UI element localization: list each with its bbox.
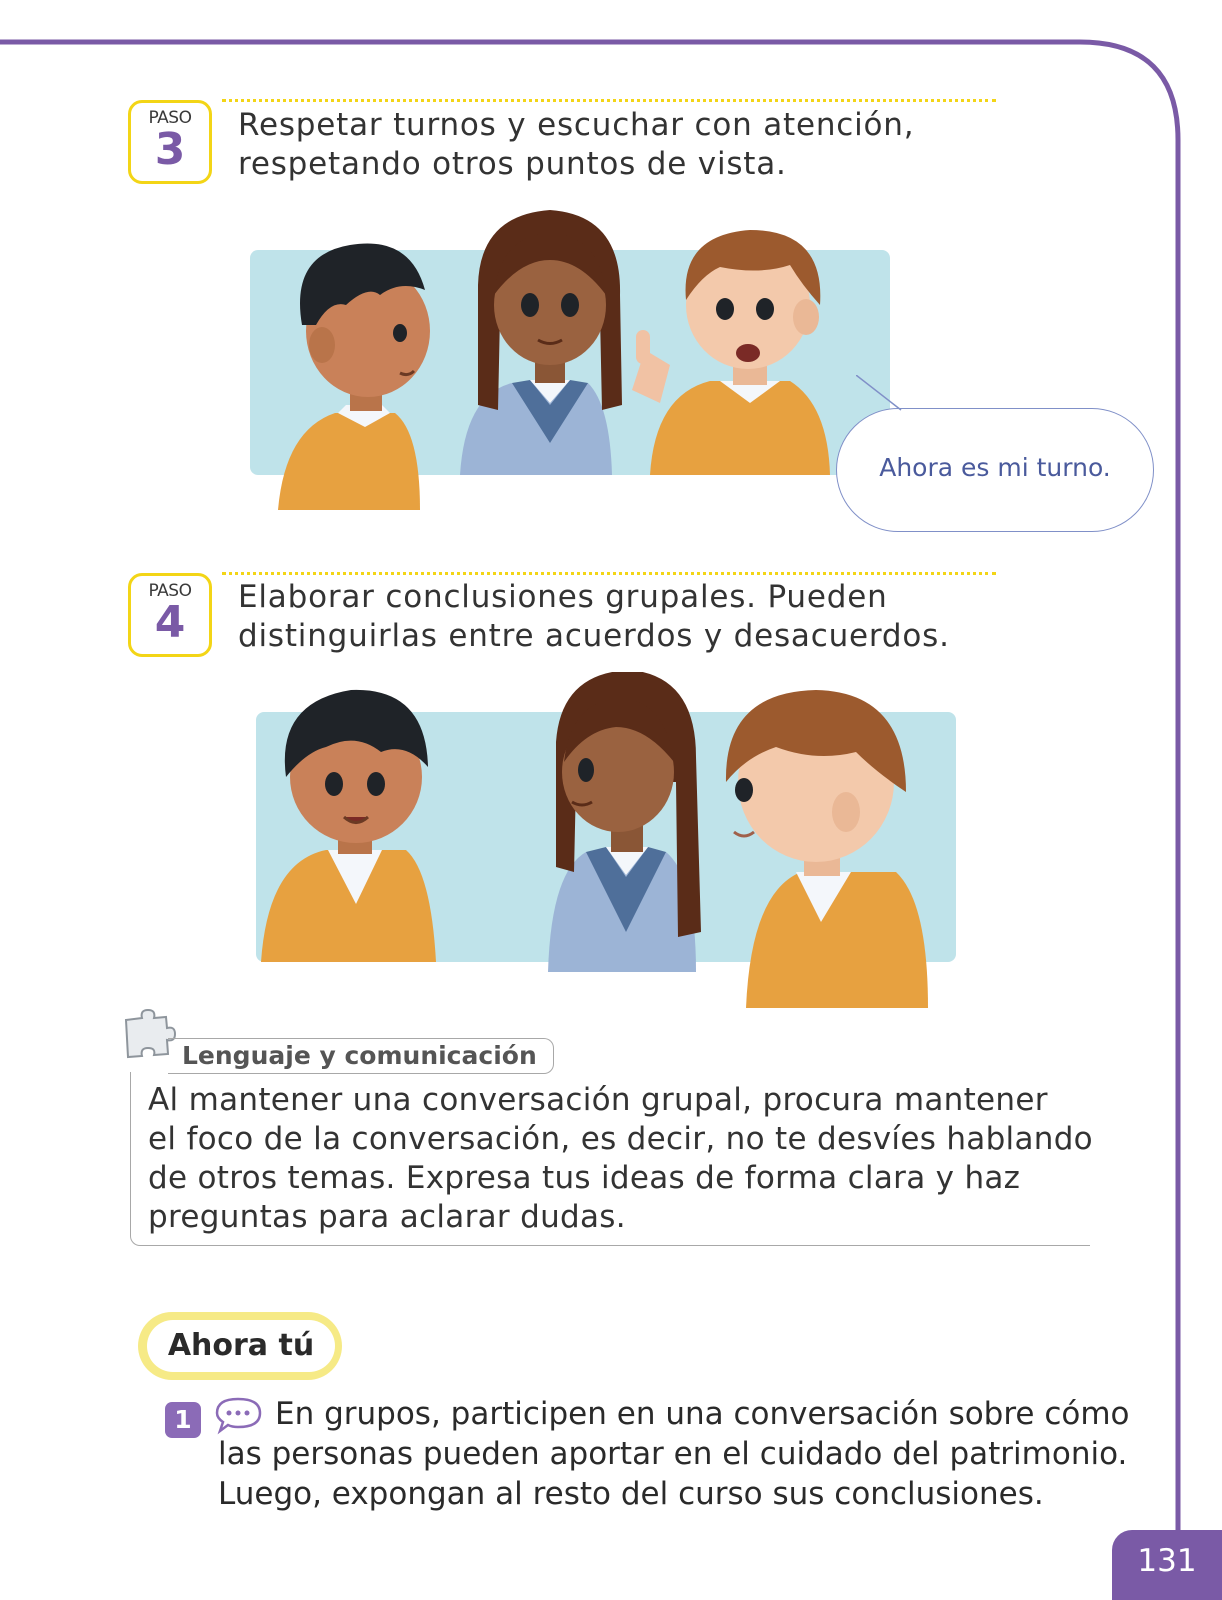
info-line-4: preguntas para aclarar dudas. (148, 1199, 626, 1235)
activity-line-3: Luego, expongan al resto del curso sus conclusiones. (218, 1476, 1044, 1512)
activity-line-1: En grupos, participen en una conversación sobre cómo (275, 1396, 1130, 1432)
speech-bubble-text: Ahora es mi turno. (879, 453, 1111, 482)
step-3-text (238, 106, 914, 184)
info-box-header (168, 1038, 554, 1074)
step-4-divider (222, 572, 996, 575)
activity-number: 1 (165, 1402, 201, 1438)
info-line-1: Al mantener una conversación grupal, procura mantener (148, 1082, 1048, 1118)
section-title-text: Ahora tú (167, 1328, 315, 1363)
step-3-label: PASO (148, 108, 192, 128)
speech-bubble-icon (214, 1396, 264, 1436)
step-4-illustration (256, 672, 956, 1008)
step-3-illustration (250, 205, 890, 510)
step-3-tag (128, 100, 212, 184)
step-4-line-2: distinguirlas entre acuerdos y desacuerdos. (238, 618, 950, 654)
page-number: 131 (1112, 1530, 1222, 1600)
step-4-tag (128, 573, 212, 657)
speech-bubble-tail (856, 375, 916, 415)
info-line-3: de otros temas. Expresa tus ideas de forma clara y haz (148, 1160, 1021, 1196)
step-3-number: 3 (154, 124, 186, 175)
step-3-line-1: Respetar turnos y escuchar con atención, (238, 107, 915, 143)
info-line-2: el foco de la conversación, es decir, no te desvíes hablando (148, 1121, 1093, 1157)
step-4-line-1: Elaborar conclusiones grupales. Pueden (238, 579, 888, 615)
step-4-text (238, 578, 950, 656)
section-title (147, 1320, 335, 1372)
girl-center-figure (548, 672, 701, 972)
speech-bubble (836, 408, 1154, 532)
info-box-title: Lenguaje y comunicación (182, 1041, 537, 1070)
step-3-divider (222, 99, 996, 102)
activity-rest (218, 1434, 1127, 1514)
info-box-body (148, 1081, 1108, 1237)
step-4-number: 4 (154, 597, 186, 648)
activity-line-2: las personas pueden aportar en el cuidado del patrimonio. (218, 1436, 1128, 1472)
step-4-label: PASO (148, 581, 192, 601)
step-3-line-2: respetando otros puntos de vista. (238, 146, 787, 182)
